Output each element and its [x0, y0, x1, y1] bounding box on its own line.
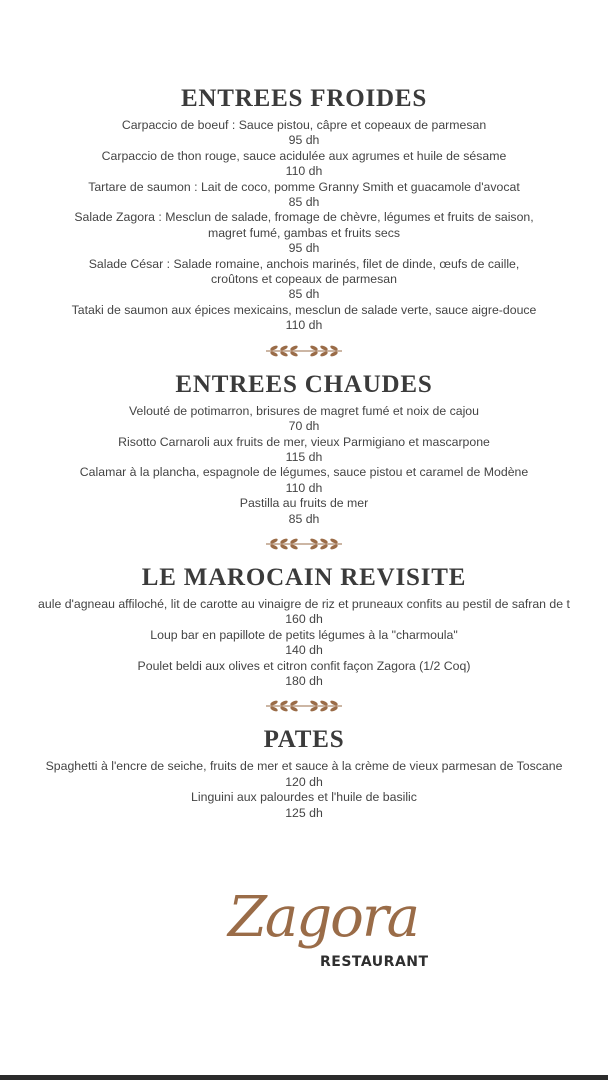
dish-item: [0, 149, 608, 180]
dish-price: 110 dh: [285, 318, 323, 333]
dish-price: 95 dh: [288, 241, 320, 256]
dish-list: [0, 118, 608, 334]
dish-price: 85 dh: [288, 511, 320, 526]
section-marocain-revisite: [0, 563, 608, 689]
dish-price: 95 dh: [288, 133, 320, 148]
dish-description: aule d'agneau affiloché, lit de carotte au vinaigre de riz et pruneaux confits au pestil de safran de t: [38, 596, 570, 611]
logo-script-text: Zagora: [228, 885, 419, 950]
section-title: ENTREES CHAUDES: [175, 370, 433, 398]
dish-description: Tataki de saumon aux épices mexicains, mesclun de salade verte, sauce aigre-douce: [71, 302, 537, 317]
dish-list: [0, 759, 608, 821]
laurel-ornament-icon: [0, 533, 608, 555]
dish-item: [0, 759, 608, 790]
dish-description: Velouté de potimarron, brisures de magret fumé et noix de cajou: [129, 403, 479, 418]
dish-item: [0, 404, 608, 435]
dish-list: [0, 404, 608, 527]
dish-item: [0, 303, 608, 334]
section-entrees-chaudes: [0, 370, 608, 527]
restaurant-logo: [0, 878, 608, 978]
dish-description: Tartare de saumon : Lait de coco, pomme Granny Smith et guacamole d'avocat: [88, 179, 520, 194]
dish-description: Spaghetti à l'encre de seiche, fruits de mer et sauce à la crème de vieux parmesan de Toscane: [45, 759, 563, 774]
dish-item: [0, 210, 608, 256]
dish-item: [0, 180, 608, 211]
dish-description: Salade Zagora : Mesclun de salade, fromage de chèvre, légumes et fruits de saison, magret fumé, gambas et fruits secs: [74, 210, 534, 240]
bottom-divider: [0, 1075, 608, 1080]
dish-item: [0, 790, 608, 821]
dish-description: Carpaccio de boeuf : Sauce pistou, câpre et copeaux de parmesan: [121, 118, 487, 132]
dish-item: [0, 435, 608, 466]
dish-price: 70 dh: [288, 419, 320, 434]
dish-price: 110 dh: [285, 480, 323, 495]
dish-description: Linguini aux palourdes et l'huile de basilic: [191, 790, 417, 805]
dish-description: Risotto Carnaroli aux fruits de mer, vieux Parmigiano et mascarpone: [118, 434, 490, 449]
laurel-ornament-icon: [0, 340, 608, 362]
dish-item: [0, 496, 608, 527]
logo-subtitle: RESTAURANT: [320, 954, 429, 970]
dish-item: [0, 118, 608, 149]
section-pates: [0, 725, 608, 821]
dish-price: 85 dh: [288, 287, 320, 302]
dish-item: [0, 257, 608, 303]
dish-description: Calamar à la plancha, espagnole de légumes, sauce pistou et caramel de Modène: [79, 465, 529, 480]
section-title: ENTREES FROIDES: [180, 85, 428, 112]
dish-price: 120 dh: [285, 774, 323, 789]
dish-list: [0, 597, 608, 689]
dish-price: 125 dh: [285, 805, 323, 820]
dish-item: [0, 597, 608, 628]
menu: [0, 84, 608, 821]
dish-item: [0, 465, 608, 496]
dish-description: Carpaccio de thon rouge, sauce acidulée aux agrumes et huile de sésame: [101, 148, 507, 163]
dish-description: Poulet beldi aux olives et citron confit façon Zagora (1/2 Coq): [137, 658, 471, 673]
dish-description: Loup bar en papillote de petits légumes à la "charmoula": [150, 627, 458, 642]
dish-item: [0, 628, 608, 659]
dish-description: Salade César : Salade romaine, anchois marinés, filet de dinde, œufs de caille, croûtons et copeaux de parmesan: [88, 256, 520, 287]
section-title: LE MAROCAIN REVISITE: [141, 563, 467, 591]
dish-item: [0, 659, 608, 690]
dish-price: 115 dh: [285, 449, 323, 464]
laurel-ornament-icon: [0, 695, 608, 717]
dish-description: Pastilla au fruits de mer: [239, 496, 369, 511]
dish-price: 180 dh: [285, 673, 323, 688]
dish-price: 140 dh: [285, 643, 323, 658]
dish-price: 160 dh: [285, 612, 323, 627]
dish-price: 110 dh: [285, 164, 323, 179]
section-entrees-froides: [0, 84, 608, 334]
dish-price: 85 dh: [288, 195, 320, 210]
section-title: PATES: [263, 726, 345, 754]
